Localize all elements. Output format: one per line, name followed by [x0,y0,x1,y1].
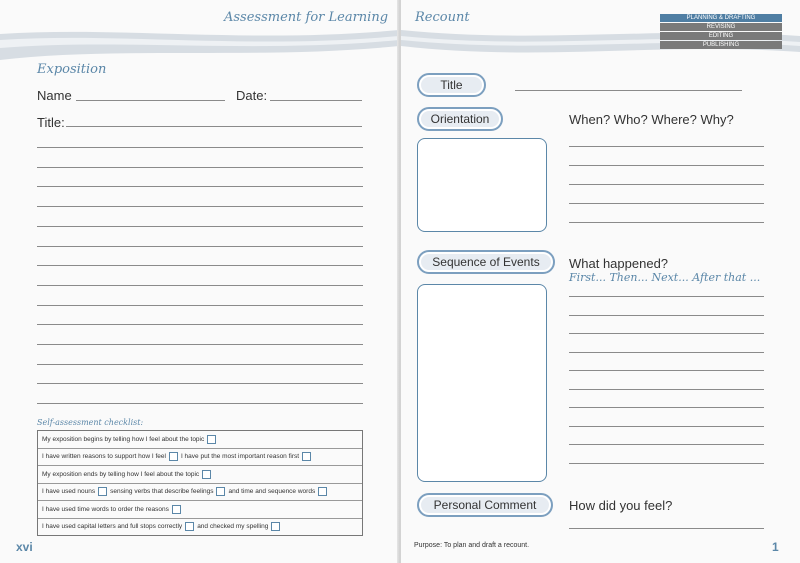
orientation-pill: Orientation [417,107,503,131]
checkbox[interactable] [271,522,280,531]
writing-line[interactable] [569,352,764,353]
writing-line[interactable] [37,206,363,207]
checkbox[interactable] [172,505,181,514]
checkbox[interactable] [318,487,327,496]
checklist-text: I have used nouns [42,488,96,496]
checkbox[interactable] [185,522,194,531]
checklist-text: I have used capital letters and full stops correctly [42,523,183,531]
checkbox[interactable] [169,452,178,461]
sequence-prompt: What happened? [569,256,669,271]
checklist-text: sensing verbs that describe feelings [110,488,214,496]
checklist-text: and checked my spelling [197,523,269,531]
writing-line[interactable] [569,370,764,371]
sequence-box[interactable] [417,284,547,482]
writing-line[interactable] [37,403,363,404]
page-number: 1 [772,540,779,554]
checklist-text: I have used time words to order the reasons [42,505,169,513]
writing-line[interactable] [37,305,363,306]
checkbox[interactable] [98,487,107,496]
page-number: xvi [16,540,33,554]
writing-line[interactable] [569,444,764,445]
checklist-row [38,449,362,467]
checklist-text: and time and sequence words [228,488,316,496]
checklist-title: Self-assessment checklist: [37,418,144,427]
checklist-row [38,466,362,484]
writing-line[interactable] [569,296,764,297]
date-label: Date: [236,88,268,103]
left-page [0,0,399,563]
writing-line[interactable] [37,265,363,266]
writing-line[interactable] [37,364,363,365]
sequence-pill: Sequence of Events [417,250,555,274]
sequence-hint: First... Then... Next... After that ... [569,271,761,284]
writing-line[interactable] [569,426,764,427]
orientation-prompt: When? Who? Where? Why? [569,112,734,127]
writing-line[interactable] [37,246,363,247]
writing-stages [660,14,782,50]
writing-line[interactable] [569,315,764,316]
title-label: Title: [37,115,65,130]
writing-line[interactable] [37,344,363,345]
orientation-box[interactable] [417,138,547,232]
writing-line[interactable] [37,226,363,227]
checklist-row [38,519,362,536]
stage-planning: PLANNING & DRAFTING [660,14,782,22]
checklist-text: I have put the most important reason first [180,453,300,461]
writing-line[interactable] [37,324,363,325]
checkbox[interactable] [207,435,216,444]
writing-line[interactable] [569,333,764,334]
stage-publishing: PUBLISHING [660,41,782,49]
stage-revising: REVISING [660,23,782,31]
section-title: Exposition [37,62,107,77]
checklist-text: My exposition begins by telling how I feel about the topic [42,435,205,443]
header-swoosh [0,26,399,66]
title-pill: Title [417,73,486,97]
writing-line[interactable] [37,383,363,384]
comment-prompt: How did you feel? [569,498,673,513]
purpose-text: Purpose: To plan and draft a recount. [414,542,530,549]
personal-comment-pill: Personal Comment [417,493,553,517]
checkbox[interactable] [202,470,211,479]
writing-line[interactable] [37,285,363,286]
writing-line[interactable] [569,389,764,390]
self-assessment-checklist [37,430,363,536]
checklist-text: My exposition ends by telling how I feel about the topic [42,470,200,478]
checkbox[interactable] [302,452,311,461]
name-label: Name [37,88,72,103]
writing-line[interactable] [569,463,764,464]
page-header: Recount [415,10,470,25]
page-header: Assessment for Learning [224,10,389,25]
recount-title-line[interactable] [515,90,742,91]
checklist-row [38,431,362,449]
checklist-text: I have written reasons to support how I feel [42,453,166,461]
title-line[interactable] [66,126,362,127]
writing-line[interactable] [569,184,764,185]
writing-line[interactable] [569,203,764,204]
comment-line[interactable] [569,528,764,529]
writing-line[interactable] [569,222,764,223]
writing-line[interactable] [569,407,764,408]
date-line[interactable] [270,100,362,101]
name-line[interactable] [76,100,225,101]
checkbox[interactable] [216,487,225,496]
writing-line[interactable] [37,147,363,148]
checklist-row [38,484,362,502]
stage-editing: EDITING [660,32,782,40]
checklist-row [38,501,362,519]
writing-line[interactable] [37,167,363,168]
writing-line[interactable] [37,186,363,187]
writing-line[interactable] [569,146,764,147]
writing-line[interactable] [569,165,764,166]
